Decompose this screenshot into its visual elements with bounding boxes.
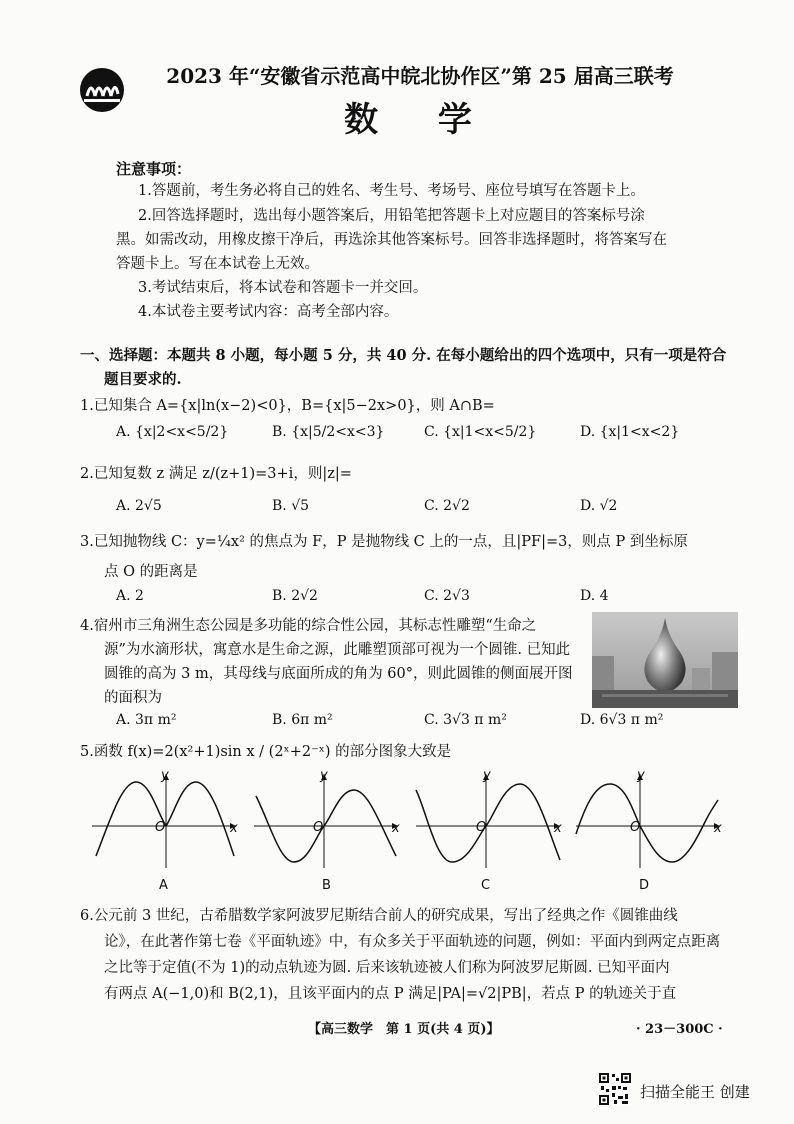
graph-b-y-label: y xyxy=(320,768,328,783)
graph-b-origin: O xyxy=(313,820,324,835)
q1-option-d: D. {x|1<x<2} xyxy=(580,424,680,440)
exam-logo-icon xyxy=(78,66,126,114)
graph-c-y-label: y xyxy=(483,768,491,783)
question-6-stem-cont: 论》，在此著作第七卷《平面轨迹》中，有众多关于平面轨迹的问题，例如：平面内到两定点距离 xyxy=(104,934,721,950)
question-4-stem-cont: 的面积为 xyxy=(104,690,162,706)
notice-item: 3.考试结束后，将本试卷和答题卡一并交回。 xyxy=(138,280,428,296)
question-2-stem: 2.已知复数 z 满足 z/(z+1)=3+i，则|z|= xyxy=(80,466,352,482)
q4-option-a: A. 3π m² xyxy=(116,712,177,728)
q1-option-c: C. {x|1<x<5/2} xyxy=(424,424,537,440)
question-4-stem-cont: 圆锥的高为 3 m，其母线与底面所成的角为 60°，则此圆锥的侧面展开图 xyxy=(104,666,573,682)
graph-b-x-label: x xyxy=(392,821,400,836)
question-4-stem: 4.宿州市三角洲生态公园是多功能的综合性公园，其标志性雕塑“生命之 xyxy=(80,618,537,634)
notice-item: 答题卡上。写在本试卷上无效。 xyxy=(116,256,319,272)
q4-option-c: C. 3√3 π m² xyxy=(424,712,507,728)
graph-d xyxy=(572,770,724,870)
q4-option-b: B. 6π m² xyxy=(272,712,333,728)
q4-option-d: D. 6√3 π m² xyxy=(580,712,664,728)
q2-option-d: D. √2 xyxy=(580,498,618,514)
graph-b-label: B xyxy=(322,878,331,893)
graph-a-label: A xyxy=(159,878,168,893)
graph-d-y-label: y xyxy=(637,768,645,783)
exam-title: 2023 年“安徽省示范高中皖北协作区”第 25 届高三联考 xyxy=(166,64,674,88)
notice-item: 2.回答选择题时，选出每小题答案后，用铅笔把答题卡上对应题目的答案标号涂 xyxy=(138,208,645,224)
graph-b xyxy=(250,770,402,870)
question-6-stem-cont: 之比等于定值(不为 1)的动点轨迹为圆. 后来该轨迹被人们称为阿波罗尼斯圆. 已知平面内 xyxy=(104,960,670,976)
section-heading: 一、选择题：本题共 8 小题，每小题 5 分，共 40 分. 在每小题给出的四个选项中，只有一项是符合 xyxy=(80,347,727,364)
question-6-stem-cont: 有两点 A(−1,0)和 B(2,1)，且该平面内的点 P 满足|PA|=√2|PB|，若点 P 的轨迹关于直 xyxy=(104,986,677,1002)
subject-title: 数 学 xyxy=(344,100,496,140)
q1-option-b: B. {x|5/2<x<3} xyxy=(272,424,385,440)
q2-option-c: C. 2√2 xyxy=(424,498,470,514)
graph-a-origin: O xyxy=(155,820,166,835)
q1-option-a: A. {x|2<x<5/2} xyxy=(116,424,229,440)
graph-a-y-label: y xyxy=(161,768,169,783)
graph-c-label: C xyxy=(481,878,491,893)
q3-option-b: B. 2√2 xyxy=(272,588,318,604)
q2-option-a: A. 2√5 xyxy=(116,498,162,514)
q3-option-c: C. 2√3 xyxy=(424,588,470,604)
question-6-stem: 6.公元前 3 世纪，古希腊数学家阿波罗尼斯结合前人的研究成果，写出了经典之作《圆锥曲线 xyxy=(80,908,678,924)
question-1-stem: 1.已知集合 A={x|ln(x−2)<0}，B={x|5−2x>0}，则 A∩B= xyxy=(80,398,495,414)
graph-d-origin: O xyxy=(630,820,641,835)
notice-item: 黑。如需改动，用橡皮擦干净后，再选涂其他答案标号。回答非选择题时，将答案写在 xyxy=(116,232,667,248)
paper-code: · 23－300C · xyxy=(636,1022,723,1037)
graph-c-x-label: x xyxy=(554,821,562,836)
graph-d-x-label: x xyxy=(714,821,722,836)
question-5-stem: 5.函数 f(x)=2(x²+1)sin x / (2ˣ+2⁻ˣ) 的部分图象大致是 xyxy=(80,744,452,760)
sculpture-photo xyxy=(592,612,738,708)
scanner-watermark: 扫描全能王 创建 xyxy=(640,1083,750,1101)
question-4-stem-cont: 源”为水滴形状，寓意水是生命之源，此雕塑顶部可视为一个圆锥. 已知此 xyxy=(104,642,571,658)
graph-c-origin: O xyxy=(476,820,487,835)
question-3-stem-cont: 点 O 的距离是 xyxy=(104,564,198,580)
q3-option-a: A. 2 xyxy=(116,588,144,604)
graph-c xyxy=(412,770,564,870)
section-heading-cont: 题目要求的. xyxy=(104,371,182,388)
q3-option-d: D. 4 xyxy=(580,588,609,604)
question-3-stem: 3.已知抛物线 C：y=¼x² 的焦点为 F，P 是抛物线 C 上的一点，且|PF|=3，则点 P 到坐标原 xyxy=(80,534,688,550)
notice-title: 注意事项： xyxy=(116,160,192,178)
q2-option-b: B. √5 xyxy=(272,498,310,514)
page-footer: 【高三数学 第 1 页(共 4 页)】 xyxy=(308,1022,500,1037)
notice-item: 4.本试卷主要考试内容：高考全部内容。 xyxy=(138,304,399,320)
notice-item: 1.答题前，考生务必将自己的姓名、考生号、考场号、座位号填写在答题卡上。 xyxy=(138,183,645,199)
graph-d-label: D xyxy=(639,878,650,893)
qr-code-icon xyxy=(598,1072,632,1106)
graph-a-x-label: x xyxy=(230,821,238,836)
